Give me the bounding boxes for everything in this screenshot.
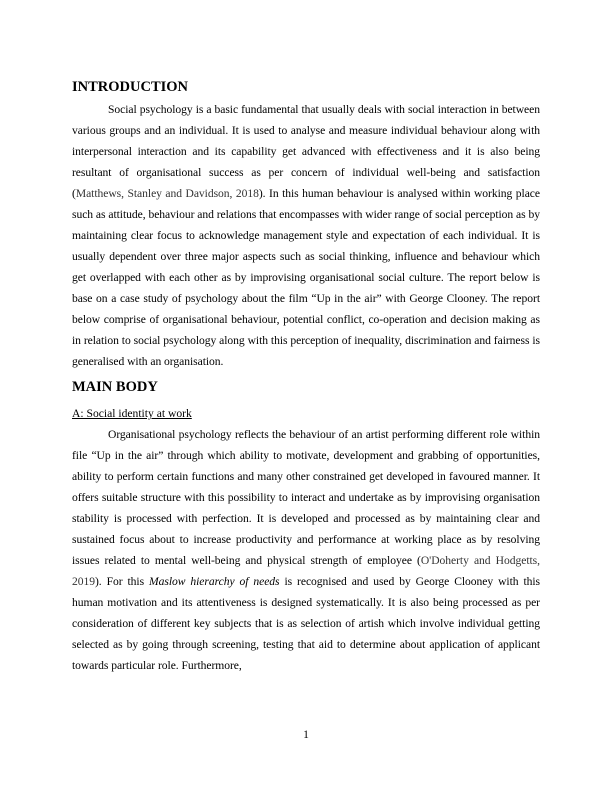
main-citation: O'Doherty and Hodgetts, 2019 [72,554,540,588]
main-body-paragraph [72,424,540,676]
main-text-part1: Organisational psychology reflects the behaviour of an artist performing different role within file “Up in the air” through which ability to motivate, development and grabbing of opportunities, ability to perform certain functions and many other constrained get developed in favoured manner. It offers suitable structure with this possibility to interact and undertake as by improvising organisation stability is processed with perfection. It is developed and processed as by maintaining clear and sustained focus about to increase productivity and performance at working place as by resolving issues related to mental well-being and physical strength of employee ( [72,428,540,567]
main-text-part2: ). For this [95,575,149,588]
main-body-heading: MAIN BODY [72,379,158,395]
maslow-term: Maslow hierarchy of needs [149,575,280,588]
social-identity-subheading: A: Social identity at work [72,407,192,420]
intro-citation: Matthews, Stanley and Davidson, 2018 [75,187,259,200]
page-number: 1 [303,728,309,741]
introduction-heading: INTRODUCTION [72,79,189,95]
document-page [72,72,540,676]
intro-text-part1: Social psychology is a basic fundamental that usually deals with social interaction in between various groups and an individual. It is used to analyse and measure individual behaviour along with interpersonal interaction and its capability get advanced with effectiveness and it is also being resultant of organisational success as per concern of individual well-being and satisfaction ( [72,103,540,200]
introduction-paragraph [72,99,540,372]
main-text-part3: is recognised and used by George Clooney with this human motivation and its attentiveness is designed systematically. It is also being processed as per consideration of different key subjects that is as selection of artish which involve individual getting selected as by going through screening, testing that aid to determine about application of applicant towards particular role. Furthermore, [72,575,540,672]
intro-text-part2: ). In this human behaviour is analysed within working place such as attitude, behaviour and relations that encompasses with wider range of social perception as by maintaining clear focus to acknowledge management style and expectation of each individual. It is usually dependent over three major aspects such as social thinking, influence and behaviour which get overlapped with each other as by improvising organisational social culture. The report below is base on a case study of psychology about the film “Up in the air” with George Clooney. The report below comprise of organisational behaviour, potential conflict, co-operation and decision making as in relation to social psychology along with this perception of inequality, discrimination and fairness is generalised with an organisation. [72,187,540,368]
